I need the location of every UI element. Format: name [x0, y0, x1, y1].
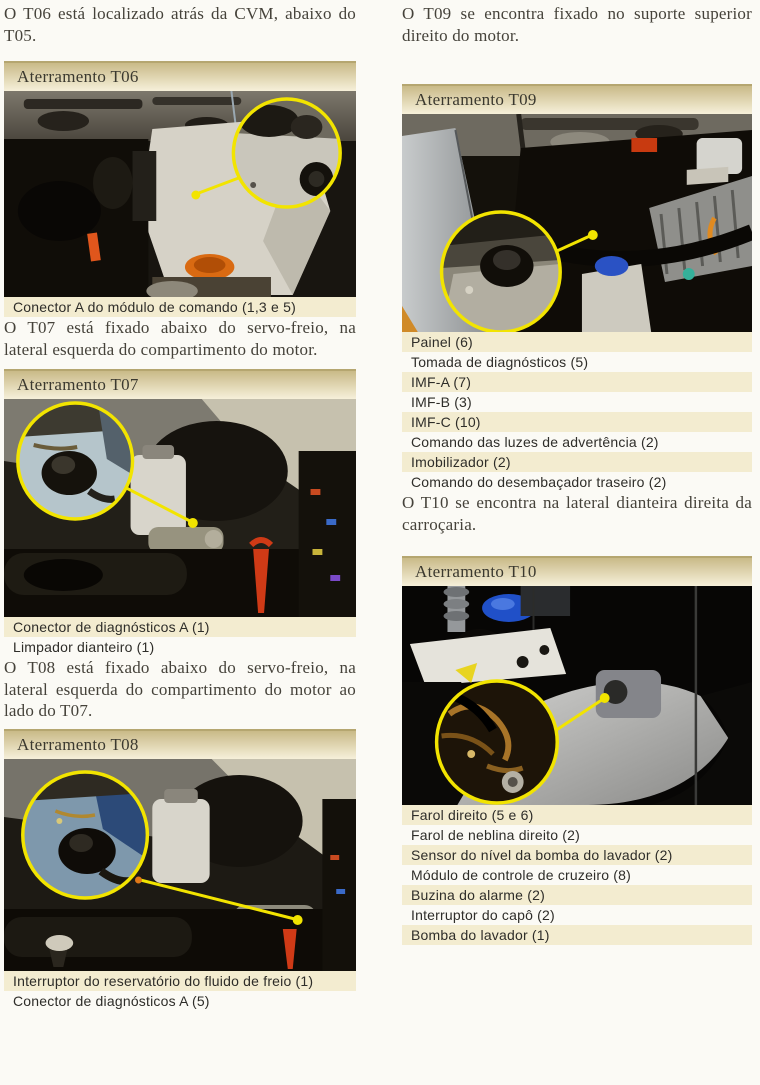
caption-row: Limpador dianteiro (1): [13, 639, 155, 655]
section-header-t06: [4, 61, 356, 91]
photo-aterramento-t09: [402, 114, 752, 332]
photo-aterramento-t07: [4, 399, 356, 617]
caption-row: Conector de diagnósticos A (5): [13, 992, 210, 1009]
caption-row: Buzina do alarme (2): [402, 885, 752, 905]
caption-row: Tomada de diagnósticos (5): [411, 354, 589, 370]
intro-t10: O T10 se encontra na lateral dianteira direita da carroçaria.: [402, 493, 752, 534]
caption-row: Painel (6): [402, 332, 752, 352]
caption-row: Comando das luzes de advertência (2): [411, 434, 659, 450]
caption-row: Sensor do nível da bomba do lavador (2): [402, 845, 752, 865]
left-column: [4, 0, 356, 1011]
photo-aterramento-t08: [4, 759, 356, 971]
callout-dot-t07: [188, 518, 198, 528]
caption-row: Bomba do lavador (1): [402, 925, 752, 945]
section-title-t10: Aterramento T10: [415, 562, 537, 581]
right-column: [402, 0, 752, 945]
intro-t07: O T07 está fixado abaixo do servo-freio, na lateral esquerda do compartimento do motor.: [4, 318, 356, 359]
intro-t06: O T06 está localizado atrás da CVM, abaixo do T05.: [4, 4, 356, 45]
caption-row: Módulo de controle de cruzeiro (8): [411, 867, 632, 883]
callout-dot-t10: [600, 693, 610, 703]
section-header-t07: [4, 369, 356, 399]
caption-row: IMF-B (3): [411, 394, 472, 410]
callout-dot-t06: [191, 191, 200, 200]
intro-t09: O T09 se encontra fixado no suporte superior direito do motor.: [402, 4, 752, 45]
caption-row: IMF-A (7): [402, 372, 752, 392]
caption-row: Comando do desembaçador traseiro (2): [411, 474, 667, 490]
caption-row: Conector A do módulo de comando (1,3 e 5): [4, 297, 356, 317]
caption-row: Interruptor do capô (2): [411, 907, 555, 923]
section-title-t06: Aterramento T06: [17, 67, 139, 86]
intro-t08: O T08 está fixado abaixo do servo-freio, na lateral esquerda do compartimento do motor ao lado do T07.: [4, 658, 356, 720]
captions-t06: [4, 297, 356, 317]
callout-dot-t08: [293, 915, 303, 925]
photo-aterramento-t10: [402, 586, 752, 805]
caption-row: Farol direito (5 e 6): [402, 805, 752, 825]
caption-row: Farol de neblina direito (2): [411, 827, 581, 843]
captions-t08: [4, 971, 356, 1011]
captions-t10: [402, 805, 752, 945]
section-header-t08: [4, 729, 356, 759]
section-header-t10: [402, 556, 752, 586]
caption-row: Imobilizador (2): [402, 452, 752, 472]
section-header-t09: [402, 84, 752, 114]
section-title-t08: Aterramento T08: [17, 734, 139, 754]
photo-aterramento-t06: [4, 91, 356, 297]
callout-dot-t09: [588, 230, 598, 240]
section-title-t07: Aterramento T07: [17, 375, 139, 394]
captions-t07: [4, 617, 356, 657]
caption-row: IMF-C (10): [402, 412, 752, 432]
captions-t09: [402, 332, 752, 492]
section-title-t09: Aterramento T09: [415, 90, 537, 109]
caption-row: Interruptor do reservatório do fluido de freio (1): [4, 971, 356, 991]
caption-row: Conector de diagnósticos A (1): [4, 617, 356, 637]
